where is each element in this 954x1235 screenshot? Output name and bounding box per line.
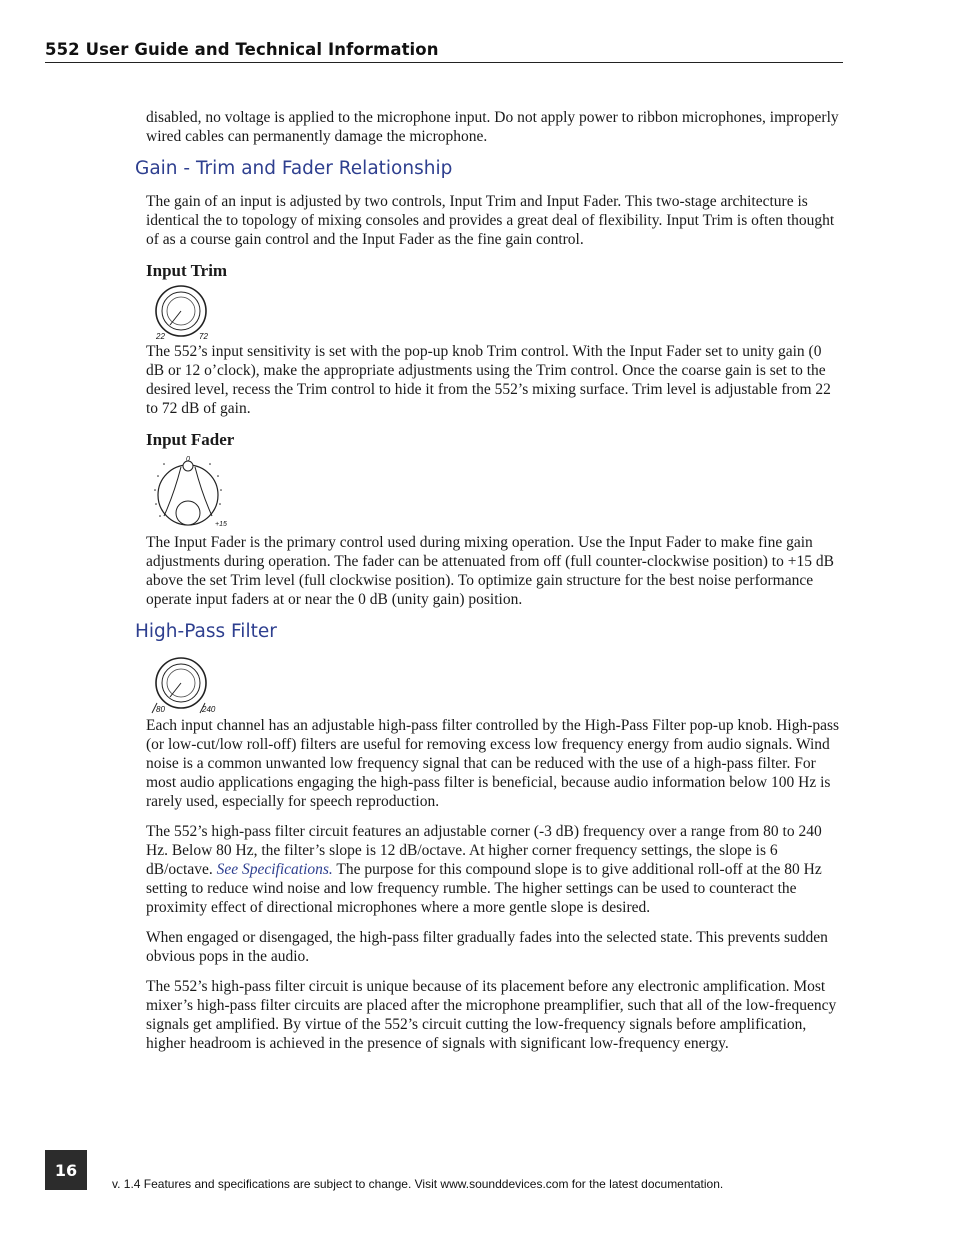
fader-knob-max-label: +15 xyxy=(215,521,227,528)
footer-note: v. 1.4 Features and specifications are subject to change. Visit www.sounddevices.com for the latest documentation. xyxy=(112,1177,724,1191)
subheading-input-trim: Input Trim xyxy=(146,261,228,280)
gain-paragraph: The gain of an input is adjusted by two controls, Input Trim and Input Fader. This two-stage architecture is identical the to topology of mixing consoles and provides a great deal of flexibility. Input Trim is often thought of as a course gain control and the Input Fader as the fine gain control. xyxy=(146,193,835,248)
fader-knob-top-label: 0 xyxy=(186,456,190,463)
hpf-paragraph-1: Each input channel has an adjustable high-pass filter controlled by the High-Pass Filter pop-up knob. High-pass (or low-cut/low roll-off) filters are useful for removing excess low frequency energy from audio signals. Wind noise is a common unwanted low frequency signal that can be reduced with the use of a high-pass filter. For most audio applications engaging the high-pass filter is beneficial, because audio information below 100 Hz is rarely used, especially for speech reproduction. xyxy=(146,717,840,810)
hpf-paragraph-2 xyxy=(146,822,843,917)
hpf-knob-min-label: 80 xyxy=(156,705,165,714)
fader-knob-icon xyxy=(148,454,238,532)
page-content xyxy=(135,108,843,1064)
running-header: 552 User Guide and Technical Information xyxy=(45,40,843,63)
hpf-paragraph-2-text-a: The 552’s high-pass filter circuit features an adjustable corner (-3 dB) frequency over a range from 80 to 240 Hz. Below 80 Hz, the filter’s slope is 12 dB/octave. At higher corner frequency settings, the slope is 6 dB/octave. xyxy=(146,823,822,878)
hpf-paragraph-3: When engaged or disengaged, the high-pass filter gradually fades into the selected state. This prevents sudden obvious pops in the audio. xyxy=(146,929,828,965)
input-fader-paragraph: The Input Fader is the primary control used during mixing operation. Use the Input Fader to make fine gain adjustments during operation. The fader can be attenuated from off (full counter-clockwise position) to +15 dB above the set Trim level (full clockwise position). To optimize gain structure for the best noise performance operate input faders at or near the 0 dB (unity gain) position. xyxy=(146,534,834,608)
trim-knob-max-label: 72 xyxy=(199,332,208,341)
input-trim-paragraph: The 552’s input sensitivity is set with the pop-up knob Trim control. With the Input Fader set to unity gain (0 dB or 12 o’clock), make the appropriate adjustments using the Trim control. Once the coarse gain is set to the desired level, recess the Trim control to hide it from the 552’s mixing surface. Trim level is adjustable from 22 to 72 dB of gain. xyxy=(146,343,831,417)
page-number: 16 xyxy=(45,1150,87,1190)
hpf-knob-max-label: 240 xyxy=(202,705,216,714)
intro-paragraph: disabled, no voltage is applied to the microphone input. Do not apply power to ribbon microphones, improperly wired cables can permanently damage the microphone. xyxy=(146,109,839,145)
section-heading-gain: Gain - Trim and Fader Relationship xyxy=(135,158,453,179)
hpf-knob-icon xyxy=(148,655,228,715)
hpf-paragraph-4: The 552’s high-pass filter circuit is unique because of its placement before any electronic amplification. Most mixer’s high-pass filter circuits are placed after the microphone preamplifier, such that all of the low-frequency signals get amplified. By virtue of the 552’s circuit cutting the low-frequency signals before amplification, higher headroom is achieved in the presence of signals with significant low-frequency energy. xyxy=(146,978,837,1052)
subheading-input-fader: Input Fader xyxy=(146,430,235,449)
see-specifications-link[interactable]: See Specifications. xyxy=(216,861,333,878)
section-heading-hpf: High-Pass Filter xyxy=(135,621,277,642)
trim-knob-min-label: 22 xyxy=(156,332,165,341)
hpf-paragraph-2-text-b: The purpose for this compound slope is to give additional roll-off at the 80 Hz setting to reduce wind noise and low frequency rumble. The higher settings can be used to counteract the proximity effect of directional microphones where a more gentle slope is desired. xyxy=(146,861,822,916)
trim-knob-icon xyxy=(148,285,228,341)
